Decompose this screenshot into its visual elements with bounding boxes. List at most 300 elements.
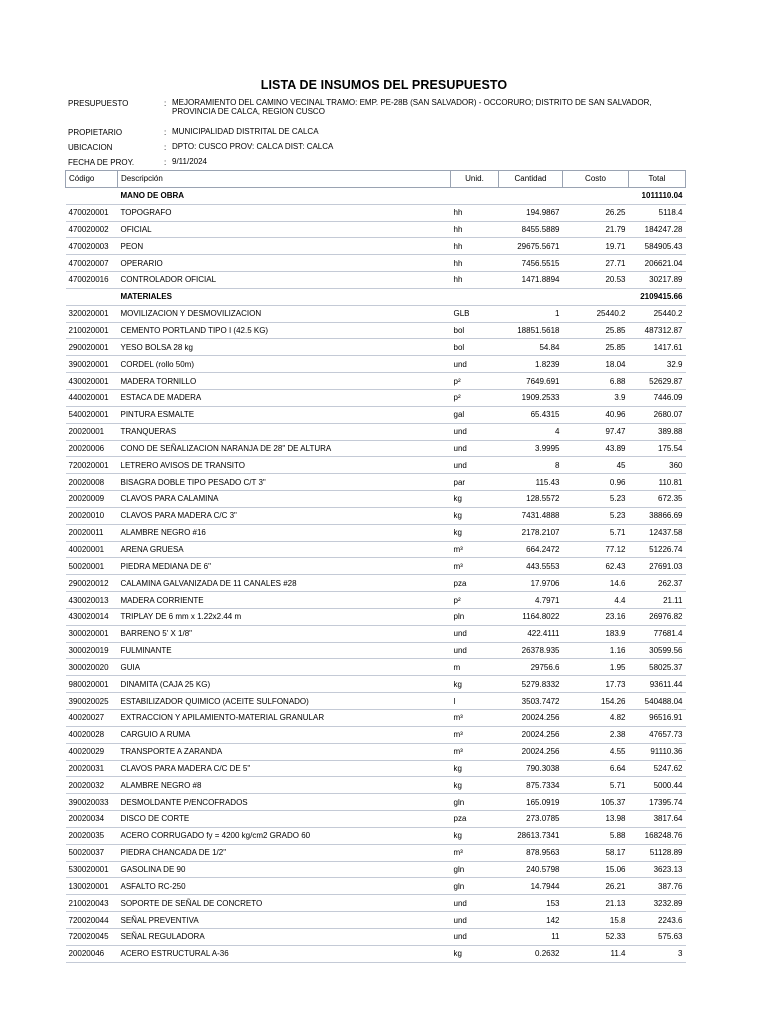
colon: : — [164, 158, 167, 167]
cell-cost: 105.37 — [563, 794, 629, 811]
cell-unit: p² — [451, 592, 499, 609]
cell-description: ESTACA DE MADERA — [118, 389, 451, 406]
cell-description: CONO DE SEÑALIZACION NARANJA DE 28" DE ALTURA — [118, 440, 451, 457]
cell-quantity: 790.3038 — [499, 760, 563, 777]
cell-code: 130020001 — [66, 878, 118, 895]
cell-code: 320020001 — [66, 305, 118, 322]
cell-quantity: 7456.5515 — [499, 255, 563, 272]
cell-total: 110.81 — [629, 474, 686, 491]
cell-cost: 77.12 — [563, 541, 629, 558]
cell-quantity: 2178.2107 — [499, 524, 563, 541]
cell-total: 360 — [629, 457, 686, 474]
table-body — [66, 187, 686, 962]
cell-total: 206621.04 — [629, 255, 686, 272]
cell-code: 720020044 — [66, 912, 118, 929]
cell-total: 487312.87 — [629, 322, 686, 339]
cell-quantity: 29756.6 — [499, 659, 563, 676]
cell-description: CLAVOS PARA MADERA C/C 3" — [118, 507, 451, 524]
cell-description: TRANSPORTE A ZARANDA — [118, 743, 451, 760]
cell-quantity: 165.0919 — [499, 794, 563, 811]
cell-code: 470020001 — [66, 204, 118, 221]
cell-total: 5000.44 — [629, 777, 686, 794]
cell-total: 51226.74 — [629, 541, 686, 558]
table-row — [66, 339, 686, 356]
meta-propietario — [68, 128, 688, 138]
cell-total: 168248.76 — [629, 827, 686, 844]
cell-cost: 15.8 — [563, 912, 629, 929]
cell-unit: m³ — [451, 726, 499, 743]
cell-unit: hh — [451, 272, 499, 289]
cell-quantity — [499, 187, 563, 204]
cell-quantity: 7431.4888 — [499, 507, 563, 524]
cell-code: 20020006 — [66, 440, 118, 457]
cell-cost: 4.82 — [563, 710, 629, 727]
cell-quantity: 3.9995 — [499, 440, 563, 457]
table-row — [66, 676, 686, 693]
cell-unit: p² — [451, 373, 499, 390]
table-row — [66, 406, 686, 423]
cell-code: 40020001 — [66, 541, 118, 558]
cell-unit: und — [451, 457, 499, 474]
cell-code: 390020033 — [66, 794, 118, 811]
cell-code: 50020001 — [66, 558, 118, 575]
cell-description: LETRERO AVISOS DE TRANSITO — [118, 457, 451, 474]
cell-quantity: 20024.256 — [499, 726, 563, 743]
cell-cost: 23.16 — [563, 608, 629, 625]
cell-unit: m³ — [451, 844, 499, 861]
cell-cost: 26.21 — [563, 878, 629, 895]
cell-code: 290020012 — [66, 575, 118, 592]
cell-quantity: 7649.691 — [499, 373, 563, 390]
table-row — [66, 558, 686, 575]
table-row — [66, 811, 686, 828]
cell-cost: 1.16 — [563, 642, 629, 659]
cell-cost: 5.23 — [563, 491, 629, 508]
cell-total: 3623.13 — [629, 861, 686, 878]
cell-code: 300020019 — [66, 642, 118, 659]
cell-quantity: 0.2632 — [499, 945, 563, 962]
cell-cost: 19.71 — [563, 238, 629, 255]
cell-unit: m³ — [451, 541, 499, 558]
cell-total: 17395.74 — [629, 794, 686, 811]
cell-description: CLAVOS PARA MADERA C/C DE 5" — [118, 760, 451, 777]
page-title: LISTA DE INSUMOS DEL PRESUPUESTO — [260, 78, 508, 92]
cell-unit: gln — [451, 861, 499, 878]
ubicacion-value: DPTO: CUSCO PROV: CALCA DIST: CALCA — [172, 142, 334, 151]
cell-description: OFICIAL — [118, 221, 451, 238]
table-row — [66, 794, 686, 811]
cell-description: CORDEL (rollo 50m) — [118, 356, 451, 373]
cell-total: 3232.89 — [629, 895, 686, 912]
cell-cost: 0.96 — [563, 474, 629, 491]
cell-unit: m³ — [451, 710, 499, 727]
cell-quantity: 1.8239 — [499, 356, 563, 373]
header-costo: Costo — [563, 171, 629, 188]
cell-code: 980020001 — [66, 676, 118, 693]
cell-cost: 4.55 — [563, 743, 629, 760]
table-row — [66, 474, 686, 491]
cell-quantity — [499, 288, 563, 305]
cell-cost: 18.04 — [563, 356, 629, 373]
cell-code: 20020031 — [66, 760, 118, 777]
table-row — [66, 440, 686, 457]
cell-unit: hh — [451, 238, 499, 255]
cell-total: 77681.4 — [629, 625, 686, 642]
cell-total: 2243.6 — [629, 912, 686, 929]
cell-quantity: 3503.7472 — [499, 693, 563, 710]
cell-cost: 183.9 — [563, 625, 629, 642]
cell-quantity: 1909.2533 — [499, 389, 563, 406]
cell-code: 300020001 — [66, 625, 118, 642]
table-row — [66, 625, 686, 642]
table-row — [66, 760, 686, 777]
cell-total: 175.54 — [629, 440, 686, 457]
fecha-label: FECHA DE PROY. — [68, 158, 135, 167]
cell-cost: 1.95 — [563, 659, 629, 676]
header-descripcion: Descripción — [118, 171, 451, 188]
cell-quantity: 878.9563 — [499, 844, 563, 861]
cell-total: 584905.43 — [629, 238, 686, 255]
cell-description: YESO BOLSA 28 kg — [118, 339, 451, 356]
table-row — [66, 457, 686, 474]
cell-unit: kg — [451, 676, 499, 693]
cell-total: 38866.69 — [629, 507, 686, 524]
cell-total: 58025.37 — [629, 659, 686, 676]
cell-code: 290020001 — [66, 339, 118, 356]
cell-unit: und — [451, 895, 499, 912]
cell-total: 27691.03 — [629, 558, 686, 575]
cell-quantity: 664.2472 — [499, 541, 563, 558]
cell-cost: 17.73 — [563, 676, 629, 693]
cell-code: 470020003 — [66, 238, 118, 255]
cell-quantity: 142 — [499, 912, 563, 929]
cell-quantity: 1 — [499, 305, 563, 322]
cell-code: 470020016 — [66, 272, 118, 289]
cell-quantity: 1164.8022 — [499, 608, 563, 625]
cell-unit: kg — [451, 777, 499, 794]
cell-quantity: 18851.5618 — [499, 322, 563, 339]
cell-total: 387.76 — [629, 878, 686, 895]
table-row — [66, 373, 686, 390]
table-row — [66, 895, 686, 912]
cell-description: SEÑAL PREVENTIVA — [118, 912, 451, 929]
cell-code: 470020002 — [66, 221, 118, 238]
cell-unit: kg — [451, 760, 499, 777]
cell-code: 390020025 — [66, 693, 118, 710]
table-row — [66, 389, 686, 406]
cell-description: CALAMINA GALVANIZADA DE 11 CANALES #28 — [118, 575, 451, 592]
cell-total: 25440.2 — [629, 305, 686, 322]
insumos-table — [65, 170, 686, 963]
cell-description: MADERA CORRIENTE — [118, 592, 451, 609]
cell-quantity: 14.7944 — [499, 878, 563, 895]
table-group-row — [66, 187, 686, 204]
cell-description: SOPORTE DE SEÑAL DE CONCRETO — [118, 895, 451, 912]
meta-fecha — [68, 158, 688, 168]
cell-code: 430020014 — [66, 608, 118, 625]
cell-unit: kg — [451, 524, 499, 541]
cell-unit: und — [451, 928, 499, 945]
cell-cost: 5.88 — [563, 827, 629, 844]
cell-quantity: 29675.5671 — [499, 238, 563, 255]
cell-code — [66, 187, 118, 204]
cell-description: PIEDRA CHANCADA DE 1/2" — [118, 844, 451, 861]
cell-total: 3817.64 — [629, 811, 686, 828]
cell-code: 530020001 — [66, 861, 118, 878]
table-row — [66, 322, 686, 339]
header-total: Total — [629, 171, 686, 188]
cell-quantity: 153 — [499, 895, 563, 912]
cell-unit: m³ — [451, 558, 499, 575]
cell-description: DISCO DE CORTE — [118, 811, 451, 828]
table-row — [66, 743, 686, 760]
cell-code: 300020020 — [66, 659, 118, 676]
table-row — [66, 878, 686, 895]
colon: : — [164, 99, 167, 108]
cell-total: 26976.82 — [629, 608, 686, 625]
cell-code: 430020001 — [66, 373, 118, 390]
table-row — [66, 423, 686, 440]
cell-unit: und — [451, 440, 499, 457]
cell-description: CLAVOS PARA CALAMINA — [118, 491, 451, 508]
cell-total: 2680.07 — [629, 406, 686, 423]
cell-total: 3 — [629, 945, 686, 962]
cell-total: 47657.73 — [629, 726, 686, 743]
cell-unit: und — [451, 356, 499, 373]
cell-quantity: 443.5553 — [499, 558, 563, 575]
table-row — [66, 305, 686, 322]
cell-total: 51128.89 — [629, 844, 686, 861]
table-row — [66, 272, 686, 289]
cell-code: 20020011 — [66, 524, 118, 541]
cell-total: 5118.4 — [629, 204, 686, 221]
cell-description: MADERA TORNILLO — [118, 373, 451, 390]
cell-unit: pln — [451, 608, 499, 625]
cell-description: CEMENTO PORTLAND TIPO I (42.5 KG) — [118, 322, 451, 339]
cell-quantity: 128.5572 — [499, 491, 563, 508]
cell-description: PIEDRA MEDIANA DE 6" — [118, 558, 451, 575]
cell-code: 20020046 — [66, 945, 118, 962]
cell-cost: 27.71 — [563, 255, 629, 272]
cell-cost: 21.79 — [563, 221, 629, 238]
cell-code: 720020045 — [66, 928, 118, 945]
cell-quantity: 11 — [499, 928, 563, 945]
cell-total: 1011110.04 — [629, 187, 686, 204]
colon: : — [164, 143, 167, 152]
cell-unit: und — [451, 642, 499, 659]
cell-description: PEON — [118, 238, 451, 255]
cell-code: 50020037 — [66, 844, 118, 861]
table-row — [66, 912, 686, 929]
cell-cost: 21.13 — [563, 895, 629, 912]
cell-cost — [563, 187, 629, 204]
cell-quantity: 194.9867 — [499, 204, 563, 221]
cell-quantity: 240.5798 — [499, 861, 563, 878]
cell-total: 91110.36 — [629, 743, 686, 760]
cell-description: MANO DE OBRA — [118, 187, 451, 204]
table-row — [66, 861, 686, 878]
cell-total: 7446.09 — [629, 389, 686, 406]
cell-cost: 6.64 — [563, 760, 629, 777]
table-row — [66, 693, 686, 710]
cell-unit: m — [451, 659, 499, 676]
cell-description: CARGUIO A RUMA — [118, 726, 451, 743]
cell-description: ACERO ESTRUCTURAL A-36 — [118, 945, 451, 962]
propietario-value: MUNICIPALIDAD DISTRITAL DE CALCA — [172, 127, 319, 136]
cell-cost: 6.88 — [563, 373, 629, 390]
cell-unit: par — [451, 474, 499, 491]
table-row — [66, 928, 686, 945]
cell-code: 20020008 — [66, 474, 118, 491]
cell-quantity: 26378.935 — [499, 642, 563, 659]
cell-description: ACERO CORRUGADO fy = 4200 kg/cm2 GRADO 60 — [118, 827, 451, 844]
cell-unit: gln — [451, 878, 499, 895]
presupuesto-label: PRESUPUESTO — [68, 99, 129, 108]
cell-cost: 14.6 — [563, 575, 629, 592]
cell-cost: 43.89 — [563, 440, 629, 457]
header-codigo: Código — [66, 171, 118, 188]
cell-quantity: 17.9706 — [499, 575, 563, 592]
cell-description: CONTROLADOR OFICIAL — [118, 272, 451, 289]
meta-presupuesto — [68, 99, 688, 119]
cell-quantity: 5279.8332 — [499, 676, 563, 693]
cell-total: 5247.62 — [629, 760, 686, 777]
colon: : — [164, 128, 167, 137]
cell-quantity: 20024.256 — [499, 710, 563, 727]
table-row — [66, 255, 686, 272]
cell-quantity: 875.7334 — [499, 777, 563, 794]
cell-description: ALAMBRE NEGRO #16 — [118, 524, 451, 541]
cell-quantity: 115.43 — [499, 474, 563, 491]
cell-cost: 26.25 — [563, 204, 629, 221]
cell-total: 184247.28 — [629, 221, 686, 238]
table-row — [66, 844, 686, 861]
cell-quantity: 8 — [499, 457, 563, 474]
cell-unit: und — [451, 912, 499, 929]
cell-unit: p² — [451, 389, 499, 406]
cell-quantity: 28613.7341 — [499, 827, 563, 844]
cell-total: 32.9 — [629, 356, 686, 373]
cell-description: TOPOGRAFO — [118, 204, 451, 221]
cell-total: 12437.58 — [629, 524, 686, 541]
table-row — [66, 507, 686, 524]
table-row — [66, 356, 686, 373]
cell-cost: 25.85 — [563, 339, 629, 356]
table-row — [66, 575, 686, 592]
cell-description: ASFALTO RC-250 — [118, 878, 451, 895]
cell-code: 20020001 — [66, 423, 118, 440]
table-group-row — [66, 288, 686, 305]
table-row — [66, 777, 686, 794]
cell-quantity: 4 — [499, 423, 563, 440]
cell-code: 210020001 — [66, 322, 118, 339]
cell-code: 210020043 — [66, 895, 118, 912]
cell-cost: 13.98 — [563, 811, 629, 828]
cell-total: 21.11 — [629, 592, 686, 609]
cell-description: DINAMITA (CAJA 25 KG) — [118, 676, 451, 693]
cell-unit: und — [451, 625, 499, 642]
cell-description: PINTURA ESMALTE — [118, 406, 451, 423]
cell-unit — [451, 288, 499, 305]
cell-quantity: 422.4111 — [499, 625, 563, 642]
cell-unit: hh — [451, 204, 499, 221]
cell-total: 30599.56 — [629, 642, 686, 659]
cell-code: 390020001 — [66, 356, 118, 373]
cell-code: 440020001 — [66, 389, 118, 406]
cell-quantity: 1471.8894 — [499, 272, 563, 289]
cell-cost: 40.96 — [563, 406, 629, 423]
cell-total: 96516.91 — [629, 710, 686, 727]
cell-cost: 2.38 — [563, 726, 629, 743]
cell-code: 20020034 — [66, 811, 118, 828]
table-header-row — [66, 171, 686, 188]
cell-cost: 62.43 — [563, 558, 629, 575]
cell-unit: gal — [451, 406, 499, 423]
cell-unit: kg — [451, 491, 499, 508]
cell-unit: m³ — [451, 743, 499, 760]
cell-quantity: 273.0785 — [499, 811, 563, 828]
table-row — [66, 541, 686, 558]
cell-code: 470020007 — [66, 255, 118, 272]
table-row — [66, 945, 686, 962]
table-row — [66, 524, 686, 541]
header-cantidad: Cantidad — [499, 171, 563, 188]
cell-quantity: 8455.5889 — [499, 221, 563, 238]
cell-cost: 45 — [563, 457, 629, 474]
cell-quantity: 20024.256 — [499, 743, 563, 760]
cell-cost: 5.23 — [563, 507, 629, 524]
cell-total: 672.35 — [629, 491, 686, 508]
table-row — [66, 204, 686, 221]
cell-total: 575.63 — [629, 928, 686, 945]
cell-total: 540488.04 — [629, 693, 686, 710]
cell-code: 720020001 — [66, 457, 118, 474]
cell-cost: 5.71 — [563, 777, 629, 794]
cell-unit: GLB — [451, 305, 499, 322]
cell-total: 262.37 — [629, 575, 686, 592]
cell-code: 40020027 — [66, 710, 118, 727]
cell-code: 20020032 — [66, 777, 118, 794]
cell-description: BISAGRA DOBLE TIPO PESADO C/T 3" — [118, 474, 451, 491]
fecha-value: 9/11/2024 — [172, 157, 207, 166]
cell-total: 389.88 — [629, 423, 686, 440]
cell-unit: kg — [451, 827, 499, 844]
cell-unit: hh — [451, 255, 499, 272]
table-row — [66, 827, 686, 844]
table-row — [66, 710, 686, 727]
cell-unit: pza — [451, 575, 499, 592]
cell-total: 2109415.66 — [629, 288, 686, 305]
cell-description: ALAMBRE NEGRO #8 — [118, 777, 451, 794]
cell-cost: 4.4 — [563, 592, 629, 609]
cell-description: SEÑAL REGULADORA — [118, 928, 451, 945]
cell-description: TRANQUERAS — [118, 423, 451, 440]
presupuesto-value: MEJORAMIENTO DEL CAMINO VECINAL TRAMO: EMP. PE-28B (SAN SALVADOR) - OCCORURO; DISTRITO DE SAN SALVADOR, PROVINCIA DE CALCA, REGION CUSCO — [172, 98, 652, 116]
cell-unit: hh — [451, 221, 499, 238]
cell-description: OPERARIO — [118, 255, 451, 272]
cell-code: 540020001 — [66, 406, 118, 423]
cell-cost: 154.26 — [563, 693, 629, 710]
cell-description: ESTABILIZADOR QUIMICO (ACEITE SULFONADO) — [118, 693, 451, 710]
cell-cost: 5.71 — [563, 524, 629, 541]
cell-description: DESMOLDANTE P/ENCOFRADOS — [118, 794, 451, 811]
cell-cost: 25.85 — [563, 322, 629, 339]
cell-description: GUIA — [118, 659, 451, 676]
cell-total: 1417.61 — [629, 339, 686, 356]
cell-code: 20020009 — [66, 491, 118, 508]
cell-total: 30217.89 — [629, 272, 686, 289]
cell-cost: 52.33 — [563, 928, 629, 945]
